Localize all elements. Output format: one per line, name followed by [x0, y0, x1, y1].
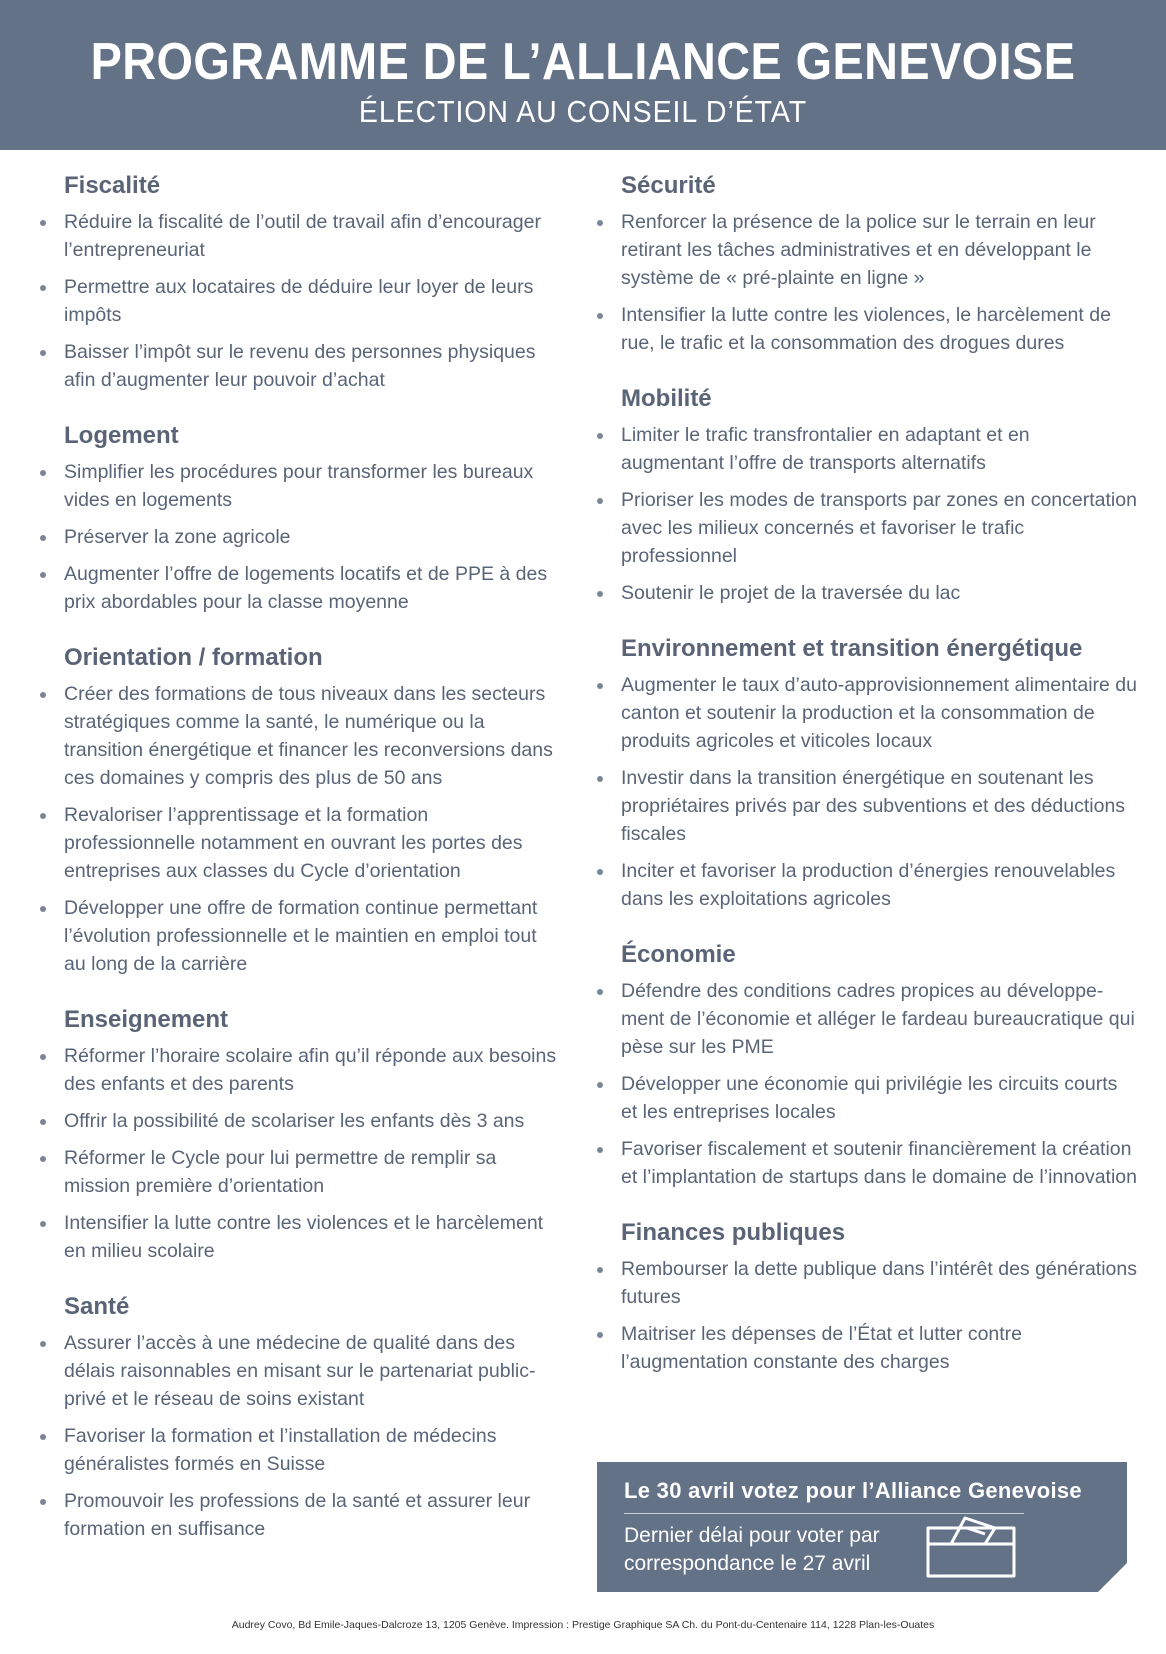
section-heading: Santé [64, 1293, 130, 1320]
right-column [597, 170, 1137, 1402]
bullet-list [597, 977, 1137, 1191]
bullet-item: Préserver la zone agricole [40, 523, 560, 551]
section-sante [40, 1291, 560, 1543]
section-orientation-formation [40, 642, 560, 978]
section-heading: Sécurité [621, 172, 716, 199]
bullet-item: Simplifier les procédures pour transformer les bureaux vides en logements [40, 458, 560, 514]
section-heading: Économie [621, 941, 736, 968]
bullet-list [597, 208, 1137, 357]
bullet-item: Promouvoir les professions de la santé et assurer leur formation en suffisance [40, 1487, 560, 1543]
section-heading: Mobilité [621, 385, 712, 412]
section-logement [40, 420, 560, 616]
bullet-list [40, 1329, 560, 1543]
bullet-item: Développer une offre de formation continue permettant l’évolution professionnelle et le maintien en emploi tout au long de la carrière [40, 894, 560, 978]
section-economie [597, 939, 1137, 1191]
section-heading: Enseignement [64, 1006, 229, 1033]
bullet-list [40, 208, 560, 394]
section-heading: Fiscalité [64, 172, 161, 199]
bullet-item: Revaloriser l’apprentissage et la formation professionnelle notamment en ouvrant les portes des entreprises aux classes du Cycle d’orientation [40, 801, 560, 885]
ballot-box-icon [925, 1514, 1017, 1580]
bullet-item: Intensifier la lutte contre les violences, le harcèlement de rue, le trafic et la consommation des drogues dures [597, 301, 1137, 357]
bullet-item: Augmenter l’offre de logements locatifs et de PPE à des prix abordables pour la classe moyenne [40, 560, 560, 616]
bullet-list [40, 1042, 560, 1265]
bullet-item: Renforcer la présence de la police sur le terrain en leur retirant les tâches administratives et en développant le système de « pré-plainte en ligne » [597, 208, 1137, 292]
bullet-list [597, 671, 1137, 913]
section-environnement-et-transition-energetique [597, 633, 1137, 913]
section-heading: Orientation / formation [64, 644, 323, 671]
vote-callout [597, 1462, 1127, 1592]
bullet-list [40, 680, 560, 978]
bullet-item: Prioriser les modes de transports par zones en concertation avec les milieux concernés et favoriser le trafic professionnel [597, 486, 1137, 570]
left-column [40, 170, 560, 1569]
bullet-item: Défendre des conditions cadres propices au développe-ment de l’économie et alléger le fardeau bureaucratique qui pèse sur les PME [597, 977, 1137, 1061]
bullet-item: Réduire la fiscalité de l’outil de travail afin d’encourager l’entrepreneuriat [40, 208, 560, 264]
imprint-footer: Audrey Covo, Bd Emile-Jaques-Dalcroze 13, 1205 Genève. Impression : Prestige Graphique SA Ch. du Pont-du-Centenaire 114, 1228 Plan-les-Ouates [231, 1619, 935, 1631]
section-enseignement [40, 1004, 560, 1265]
bullet-list [597, 1255, 1137, 1376]
bullet-item: Offrir la possibilité de scolariser les enfants dès 3 ans [40, 1107, 560, 1135]
section-securite [597, 170, 1137, 357]
page-subtitle: ÉLECTION AU CONSEIL D’ÉTAT [358, 94, 808, 129]
bullet-item: Réformer l’horaire scolaire afin qu’il réponde aux besoins des enfants et des parents [40, 1042, 560, 1098]
bullet-item: Maitriser les dépenses de l’État et lutter contre l’augmentation constante des charges [597, 1320, 1137, 1376]
page-header [0, 0, 1166, 150]
section-finances-publiques [597, 1217, 1137, 1376]
bullet-item: Favoriser la formation et l’installation de médecins généralistes formés en Suisse [40, 1422, 560, 1478]
bullet-item: Favoriser fiscalement et soutenir financièrement la création et l’implantation de startups dans le domaine de l’innovation [597, 1135, 1137, 1191]
bullet-list [40, 458, 560, 616]
bullet-item: Limiter le trafic transfrontalier en adaptant et en augmentant l’offre de transports alternatifs [597, 421, 1137, 477]
bullet-item: Créer des formations de tous niveaux dans les secteurs stratégiques comme la santé, le numérique ou la transition énergétique et financer les reconversions dans ces domaines y compris des plus de 50 ans [40, 680, 560, 792]
section-heading: Logement [64, 422, 179, 449]
page-title: PROGRAMME DE L’ALLIANCE GENEVOISE [90, 33, 1076, 91]
bullet-item: Augmenter le taux d’auto-approvisionnement alimentaire du canton et soutenir la production et la consommation de produits agricoles et viticoles locaux [597, 671, 1137, 755]
corner-cut [1098, 1562, 1128, 1592]
bullet-item: Soutenir le projet de la traversée du lac [597, 579, 1137, 607]
vote-deadline-note: Dernier délai pour voter par correspondance le 27 avril [624, 1524, 880, 1575]
bullet-item: Assurer l’accès à une médecine de qualité dans des délais raisonnables en misant sur le partenariat public-privé et le réseau de soins existant [40, 1329, 560, 1413]
bullet-item: Intensifier la lutte contre les violences et le harcèlement en milieu scolaire [40, 1209, 560, 1265]
bullet-item: Réformer le Cycle pour lui permettre de remplir sa mission première d’orientation [40, 1144, 560, 1200]
bullet-item: Investir dans la transition énergétique en soutenant les propriétaires privés par des subventions et des déductions fiscales [597, 764, 1137, 848]
vote-headline: Le 30 avril votez pour l’Alliance Genevoise [624, 1478, 1082, 1503]
bullet-item: Baisser l’impôt sur le revenu des personnes physiques afin d’augmenter leur pouvoir d’achat [40, 338, 560, 394]
bullet-item: Inciter et favoriser la production d’énergies renouvelables dans les exploitations agricoles [597, 857, 1137, 913]
bullet-item: Rembourser la dette publique dans l’intérêt des générations futures [597, 1255, 1137, 1311]
section-heading: Environnement et transition énergétique [621, 635, 1083, 662]
section-mobilite [597, 383, 1137, 607]
bullet-list [597, 421, 1137, 607]
bullet-item: Permettre aux locataires de déduire leur loyer de leurs impôts [40, 273, 560, 329]
section-heading: Finances publiques [621, 1219, 846, 1246]
bullet-item: Développer une économie qui privilégie les circuits courts et les entreprises locales [597, 1070, 1137, 1126]
section-fiscalite [40, 170, 560, 394]
